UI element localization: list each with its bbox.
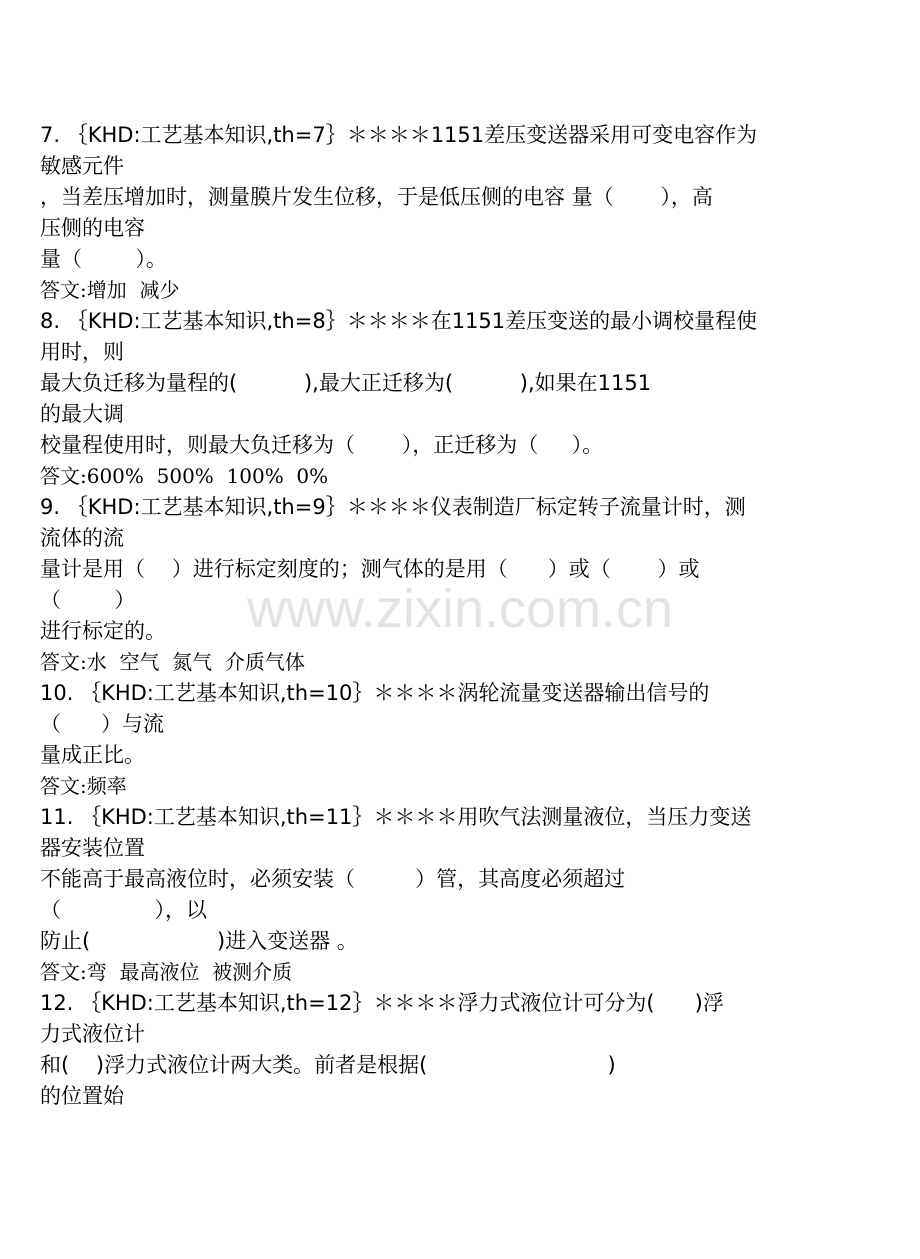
text-line: 进行标定的。 (40, 619, 166, 643)
answer-line: 答文:增加 减少 (40, 278, 180, 302)
text-line: 敏感元件 (40, 154, 124, 178)
text-line: 流体的流 (40, 526, 124, 550)
text-line: 防止( )进入变送器 。 (40, 929, 358, 953)
text-line: 量计是用（ ）进行标定刻度的；测气体的是用（ ）或（ ）或 (40, 557, 700, 581)
text-line: 11. ｛KHD:工艺基本知识,th=11｝＊＊＊＊用吹气法测量液位，当压力变送 (40, 805, 752, 829)
document-body (40, 120, 840, 1112)
text-line: 7. ｛KHD:工艺基本知识,th=7｝＊＊＊＊1151差压变送器采用可变电容作为 (40, 123, 758, 147)
answer-line: 答文:频率 (40, 774, 127, 798)
answer-line: 答文:弯 最高液位 被测介质 (40, 960, 293, 984)
text-line: 最大负迁移为量程的( ),最大正迁移为( ),如果在1151 (40, 371, 652, 395)
text-line: （ ），以 (40, 898, 207, 922)
text-line: 和( )浮力式液位计两大类。前者是根据( ) (40, 1053, 616, 1077)
watermark: www.zixin.com.cn (246, 579, 674, 639)
text-line: 力式液位计 (40, 1022, 145, 1046)
text-line: 8. ｛KHD:工艺基本知识,th=8｝＊＊＊＊在1151差压变送的最小调校量程使 (40, 309, 758, 333)
text-line: 器安装位置 (40, 836, 145, 860)
text-line: ，当差压增加时，测量膜片发生位移，于是低压侧的电容 量（ ），高 (40, 185, 713, 209)
text-line: 压侧的电容 (40, 216, 145, 240)
text-line: 10. ｛KHD:工艺基本知识,th=10｝＊＊＊＊涡轮流量变送器输出信号的 (40, 681, 710, 705)
text-line: （ ） (40, 588, 136, 612)
text-line: 9. ｛KHD:工艺基本知识,th=9｝＊＊＊＊仪表制造厂标定转子流量计时，测 (40, 495, 746, 519)
answer-line: 答文:水 空气 氮气 介质气体 (40, 650, 305, 674)
text-line: 校量程使用时，则最大负迁移为（ ），正迁移为（ ）。 (40, 433, 604, 457)
text-line: 的最大调 (40, 402, 124, 426)
text-line: 12. ｛KHD:工艺基本知识,th=12｝＊＊＊＊浮力式液位计可分为( )浮 (40, 991, 724, 1015)
text-line: 量成正比。 (40, 743, 145, 767)
text-line: （ ）与流 (40, 712, 165, 736)
answer-line: 答文:600% 500% 100% 0% (40, 464, 329, 488)
text-line: 量（ ）。 (40, 247, 167, 271)
text-line: 用时，则 (40, 340, 124, 364)
text-line: 的位置始 (40, 1084, 124, 1108)
text-line: 不能高于最高液位时，必须安装（ ）管，其高度必须超过 (40, 867, 626, 891)
